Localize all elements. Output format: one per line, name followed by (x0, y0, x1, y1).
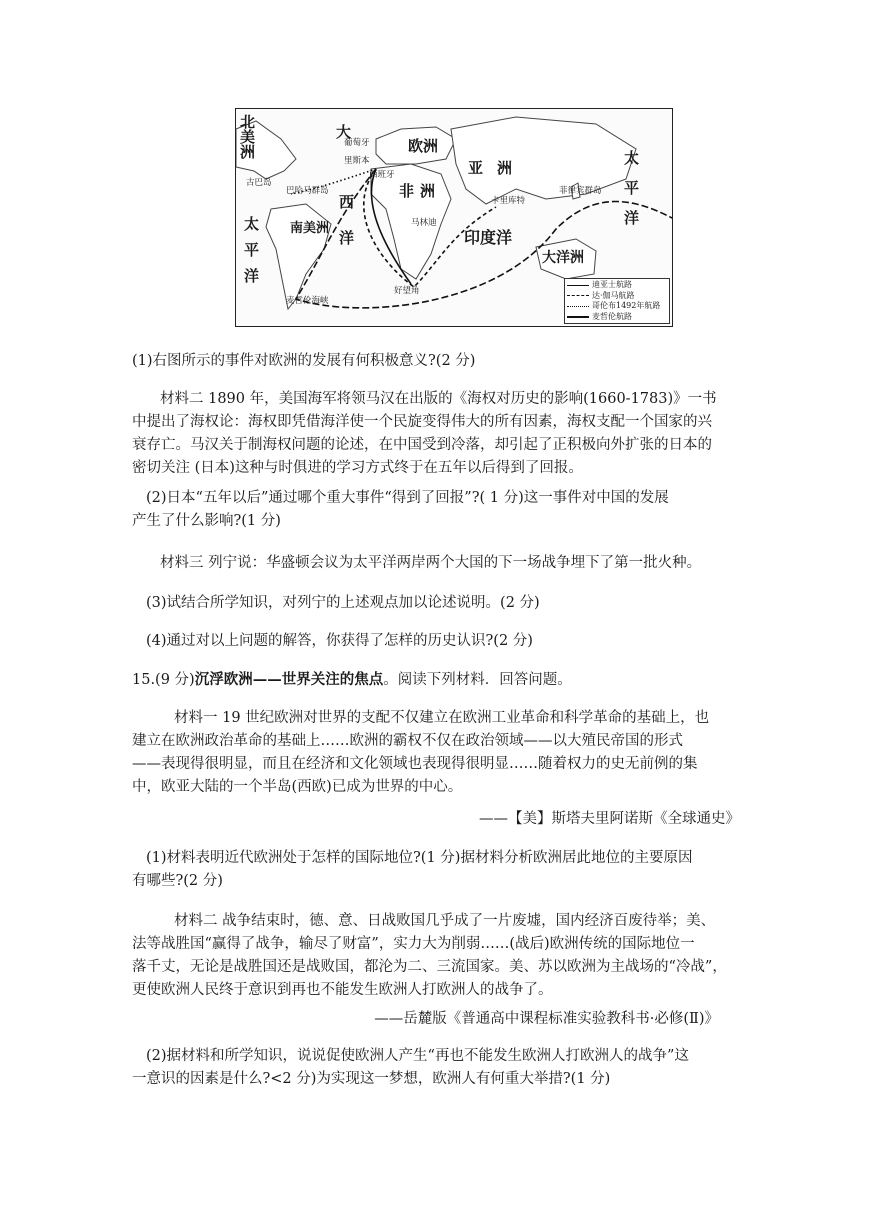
label-north-america: 北美洲 (240, 113, 256, 161)
legend-row-magellan (567, 312, 667, 323)
legend-label: 哥伦布1492年航路 (592, 301, 661, 310)
legend-line-bold (567, 316, 589, 318)
label-atlantic-xi: 西 (339, 193, 355, 211)
material-line: 落千丈，无论是战胜国还是战败国，都沦为二、三流国家。美、苏以欧洲为主战场的“冷战”， (132, 959, 727, 975)
legend-row-da-gama (567, 291, 667, 302)
label-asia: 亚洲 (468, 159, 527, 177)
material-line: 材料一 19 世纪欧洲对世界的支配不仅建立在欧洲工业革命和科学革命的基础上，也 (174, 710, 710, 726)
label-calicut: 卡里库特 (491, 196, 526, 206)
material-line: 法等战胜国“赢得了战争，输尽了财富”，实力大为削弱……(战后)欧洲传统的国际地位一 (132, 936, 695, 952)
question-line: (1)材料表明近代欧洲处于怎样的国际地位?(1 分)据材料分析欧洲居此地位的主要原因 (146, 850, 693, 866)
label-spain: 西班牙 (369, 170, 395, 180)
question-1: (1)右图所示的事件对欧洲的发展有何积极意义?(2 分) (132, 353, 476, 369)
label-atlantic-da: 大 (336, 123, 352, 141)
label-europe: 欧洲 (408, 137, 439, 155)
label-bahamas: 巴哈马群岛 (286, 186, 329, 196)
map-legend (564, 278, 670, 324)
legend-row-dias (567, 280, 667, 291)
question-15-2 (132, 1045, 740, 1091)
material-3: 材料三 列宁说：华盛顿会议为太平洋两岸两个大国的下一场战争埋下了第一批火种。 (160, 555, 702, 571)
material-line: 更使欧洲人民终于意识到再也不能发生欧洲人打欧洲人的战争了。 (132, 982, 553, 998)
question-3: (3)试结合所学知识，对列宁的上述观点加以论述说明。(2 分) (146, 595, 540, 611)
label-cuba: 古巴岛 (246, 178, 272, 188)
question-15-instruction: 。阅读下列材料．回答问题。 (383, 672, 572, 688)
source-1: ——【美】斯塔夫里阿诺斯《全球通史》 (479, 811, 740, 827)
legend-row-columbus (567, 301, 667, 312)
question-line: 一意识的因素是什么?<2 分)为实现这一梦想，欧洲人有何重大举措?(1 分) (132, 1071, 611, 1087)
legend-line-dashed (567, 295, 589, 296)
question-15-title: 沉浮欧洲——世界关注的焦点 (194, 671, 384, 688)
label-indian-ocean: 印度洋 (464, 228, 513, 247)
label-pacific-right: 太平洋 (624, 149, 640, 227)
material-15-1 (132, 707, 740, 799)
label-atlantic-yang: 洋 (339, 229, 355, 247)
material-15-2 (132, 910, 740, 1002)
voyages-map (235, 108, 673, 327)
question-line: (2)日本“五年以后”通过哪个重大事件“得到了回报”?( 1 分)这一事件对中国的发展 (146, 490, 669, 506)
material-line: 中提出了海权论：海权即凭借海洋使一个民旋变得伟大的所有因素，海权支配一个国家的兴 (132, 414, 712, 430)
material-line: 衰存亡。马汉关于制海权问题的论述，在中国受到冷落，却引起了正积极向外扩张的日本的 (132, 437, 712, 453)
legend-line-dotted (567, 306, 589, 307)
label-portugal: 葡萄牙 (344, 138, 370, 148)
label-lisbon: 里斯本 (344, 156, 370, 166)
material-line: 材料二 战争结束时，德、意、日战败国几乎成了一片废墟，国内经济百废待举；美、 (174, 913, 716, 929)
legend-label: 达·伽马航路 (592, 290, 635, 300)
question-4: (4)通过对以上问题的解答，你获得了怎样的历史认识?(2 分) (146, 633, 533, 649)
label-philippines: 菲律宾群岛 (559, 186, 602, 196)
question-line: (2)据材料和所学知识，说说促使欧洲人产生“再也不能发生欧洲人打欧洲人的战争”这 (146, 1048, 689, 1064)
label-pacific-left: 太平洋 (244, 215, 260, 285)
legend-line-solid (567, 285, 589, 286)
question-15-heading (132, 668, 572, 689)
material-line: 中，欧亚大陆的一个半岛(西欧)已成为世界的中心。 (132, 779, 463, 795)
legend-label: 迪亚士航路 (592, 280, 632, 289)
label-cape: 好望角 (394, 286, 420, 296)
label-oceania: 大洋洲 (542, 250, 584, 266)
label-malindi: 马林迪 (411, 218, 437, 228)
label-magellan-strait: 麦哲伦海峡 (286, 296, 329, 306)
label-africa: 非洲 (399, 182, 442, 200)
question-15-1 (132, 847, 740, 893)
source-2: ——岳麓版《普通高中课程标准实验教科书·必修(Ⅱ)》 (374, 1011, 719, 1027)
question-15-number: 15.(9 分) (132, 672, 195, 688)
material-line: 材料二 1890 年，美国海军将领马汉在出版的《海权对历史的影响(1660-1783)》一书 (160, 391, 717, 407)
legend-label: 麦哲伦航路 (592, 311, 632, 321)
label-south-america: 南美洲 (290, 221, 330, 236)
material-line: 建立在欧洲政治革命的基础上……欧洲的霸权不仅在政治领域——以大殖民帝国的形式 (132, 733, 683, 749)
question-2 (132, 487, 740, 533)
material-line: 密切关注 (日本)这种与时俱进的学习方式终于在五年以后得到了回报。 (132, 460, 583, 476)
question-line: 有哪些?(2 分) (132, 873, 223, 889)
question-line: 产生了什么影响?(1 分) (132, 513, 281, 529)
material-2 (132, 388, 740, 480)
material-line: ——表现得很明显，而且在经济和文化领域也表现得很明显……随着权力的史无前例的集 (132, 756, 698, 772)
